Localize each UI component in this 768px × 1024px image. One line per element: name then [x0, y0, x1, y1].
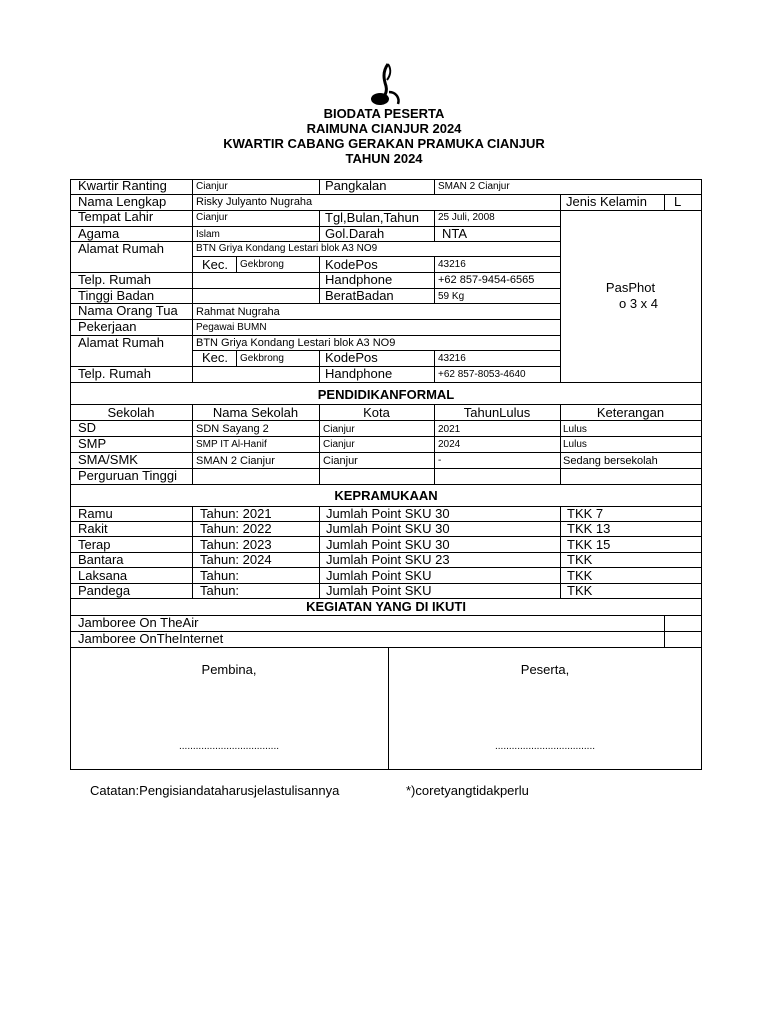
scout-row-tkk: TKK 13 [567, 521, 611, 536]
doc-title-line4: TAHUN 2024 [345, 151, 423, 166]
photo-placeholder-line1: PasPhot [605, 280, 656, 295]
handphone-ortu-label: Handphone [325, 366, 393, 381]
nama-ortu-value: Rahmat Nugraha [196, 306, 280, 318]
scout-row-sku: Jumlah Point SKU 30 [326, 506, 450, 521]
edu-row-level: Perguruan Tinggi [78, 468, 178, 483]
doc-title-line3: KWARTIR CABANG GERAKAN PRAMUKA CIANJUR [223, 136, 545, 151]
education-section-title: PENDIDIKANFORMAL [317, 387, 455, 402]
scout-row-year: Tahun: 2023 [200, 537, 272, 552]
kodepos-ortu-label: KodePos [325, 350, 378, 365]
edu-row-note: Lulus [563, 424, 587, 435]
tempat-lahir-value: Cianjur [196, 212, 228, 223]
kec-label: Kec. [202, 257, 229, 272]
jenis-kelamin-label: Jenis Kelamin [566, 194, 647, 209]
edu-row-school: SMAN 2 Cianjur [196, 455, 275, 467]
handphone-value: +62 857-9454-6565 [438, 274, 535, 286]
scout-row-sku: Jumlah Point SKU 30 [326, 521, 450, 536]
doc-title-line2: RAIMUNA CIANJUR 2024 [306, 121, 462, 136]
scout-row-tkk: TKK 15 [567, 537, 611, 552]
edu-row-city: Cianjur [323, 439, 355, 450]
kec-value: Gekbrong [240, 259, 284, 270]
kwartir-ranting-label: Kwartir Ranting [78, 178, 167, 193]
nama-lengkap-label: Nama Lengkap [78, 194, 167, 209]
tgl-lahir-label: Tgl,Bulan,Tahun [325, 210, 419, 225]
telp-ortu-label: Telp. Rumah [78, 366, 151, 381]
edu-row-level: SD [78, 420, 97, 435]
edu-row-school: SMP IT Al-Hanif [196, 439, 267, 450]
activity-item: Jamboree OnTheInternet [78, 631, 224, 646]
scout-row-tkk: TKK [567, 552, 593, 567]
edu-row-year: - [438, 455, 442, 466]
scout-row-tkk: TKK 7 [567, 506, 604, 521]
nama-lengkap-value: Risky Julyanto Nugraha [196, 196, 313, 208]
edu-header-keterangan: Keterangan [596, 405, 665, 420]
kodepos-ortu-value: 43216 [438, 353, 466, 364]
kwartir-ranting-value: Cianjur [196, 181, 228, 192]
scout-row-level: Pandega [78, 583, 131, 598]
scouting-section-title: KEPRAMUKAAN [334, 488, 438, 503]
agama-value: Islam [196, 229, 220, 240]
pembina-label: Pembina, [201, 662, 257, 677]
edu-row-city: Cianjur [323, 455, 358, 467]
handphone-ortu-value: +62 857-8053-4640 [438, 369, 526, 380]
scout-row-sku: Jumlah Point SKU 23 [326, 552, 450, 567]
edu-header-sekolah: Sekolah [107, 405, 155, 420]
scout-row-sku: Jumlah Point SKU [326, 568, 432, 583]
activity-item: Jamboree On TheAir [78, 615, 199, 630]
kodepos-label: KodePos [325, 257, 378, 272]
scout-row-tkk: TKK [567, 568, 593, 583]
edu-header-nama-sekolah: Nama Sekolah [212, 405, 299, 420]
edu-row-level: SMA/SMK [78, 452, 138, 467]
scout-row-level: Rakit [78, 521, 108, 536]
edu-row-note: Lulus [563, 439, 587, 450]
pramuka-logo-icon [368, 62, 404, 108]
pekerjaan-label: Pekerjaan [78, 319, 137, 334]
scout-row-level: Ramu [78, 506, 113, 521]
tgl-lahir-value: 25 Juli, 2008 [438, 212, 495, 223]
alamat-rumah-value: BTN Griya Kondang Lestari blok A3 NO9 [196, 243, 378, 254]
pangkalan-label: Pangkalan [325, 178, 387, 193]
edu-row-level: SMP [78, 436, 107, 451]
footer-note-secondary: *)coretyangtidakperlu [406, 783, 529, 798]
edu-header-tahun-lulus: TahunLulus [463, 405, 531, 420]
scout-row-year: Tahun: [200, 568, 240, 583]
scout-row-year: Tahun: 2022 [200, 521, 272, 536]
alamat-ortu-label: Alamat Rumah [78, 335, 164, 350]
kec-ortu-value: Gekbrong [240, 353, 284, 364]
edu-row-year: 2021 [438, 424, 461, 435]
agama-label: Agama [78, 226, 120, 241]
scout-row-year: Tahun: 2024 [200, 552, 272, 567]
tinggi-badan-label: Tinggi Badan [78, 288, 155, 303]
edu-row-city: Cianjur [323, 424, 355, 435]
edu-row-year: 2024 [438, 439, 461, 450]
gol-darah-label: Gol.Darah [325, 226, 385, 241]
footer-note: Catatan:Pengisiandataharusjelastulisannya [90, 783, 340, 798]
scout-row-level: Terap [78, 537, 111, 552]
scout-row-year: Tahun: [200, 583, 240, 598]
edu-row-school: SDN Sayang 2 [196, 423, 269, 435]
kodepos-value: 43216 [438, 259, 466, 270]
alamat-ortu-value: BTN Griya Kondang Lestari blok A3 NO9 [196, 337, 396, 349]
scout-row-sku: Jumlah Point SKU [326, 583, 432, 598]
activities-section-title: KEGIATAN YANG DI IKUTI [306, 599, 466, 614]
edu-row-note: Sedang bersekolah [563, 455, 658, 467]
pekerjaan-value: Pegawai BUMN [196, 322, 267, 333]
pangkalan-value: SMAN 2 Cianjur [438, 181, 510, 192]
pembina-signature-line: .................................... [178, 741, 280, 752]
alamat-rumah-label: Alamat Rumah [78, 241, 164, 256]
tempat-lahir-label: Tempat Lahir [78, 209, 154, 224]
photo-placeholder-line2: o 3 x 4 [618, 296, 659, 311]
scout-row-year: Tahun: 2021 [200, 506, 272, 521]
scout-row-level: Bantara [78, 552, 124, 567]
nta-label: NTA [442, 226, 468, 241]
nama-ortu-label: Nama Orang Tua [78, 303, 178, 318]
telp-rumah-label: Telp. Rumah [78, 272, 151, 287]
doc-title-line1: BIODATA PESERTA [323, 106, 445, 121]
peserta-signature-line: .................................... [494, 741, 596, 752]
peserta-label: Peserta, [520, 662, 570, 677]
berat-badan-label: BeratBadan [325, 288, 394, 303]
scout-row-sku: Jumlah Point SKU 30 [326, 537, 450, 552]
scout-row-tkk: TKK [567, 583, 593, 598]
edu-header-kota: Kota [363, 405, 390, 420]
kec-ortu-label: Kec. [202, 350, 229, 365]
scout-row-level: Laksana [78, 568, 128, 583]
handphone-label: Handphone [325, 272, 393, 287]
jenis-kelamin-value: L [674, 194, 682, 209]
berat-badan-value: 59 Kg [438, 291, 465, 302]
